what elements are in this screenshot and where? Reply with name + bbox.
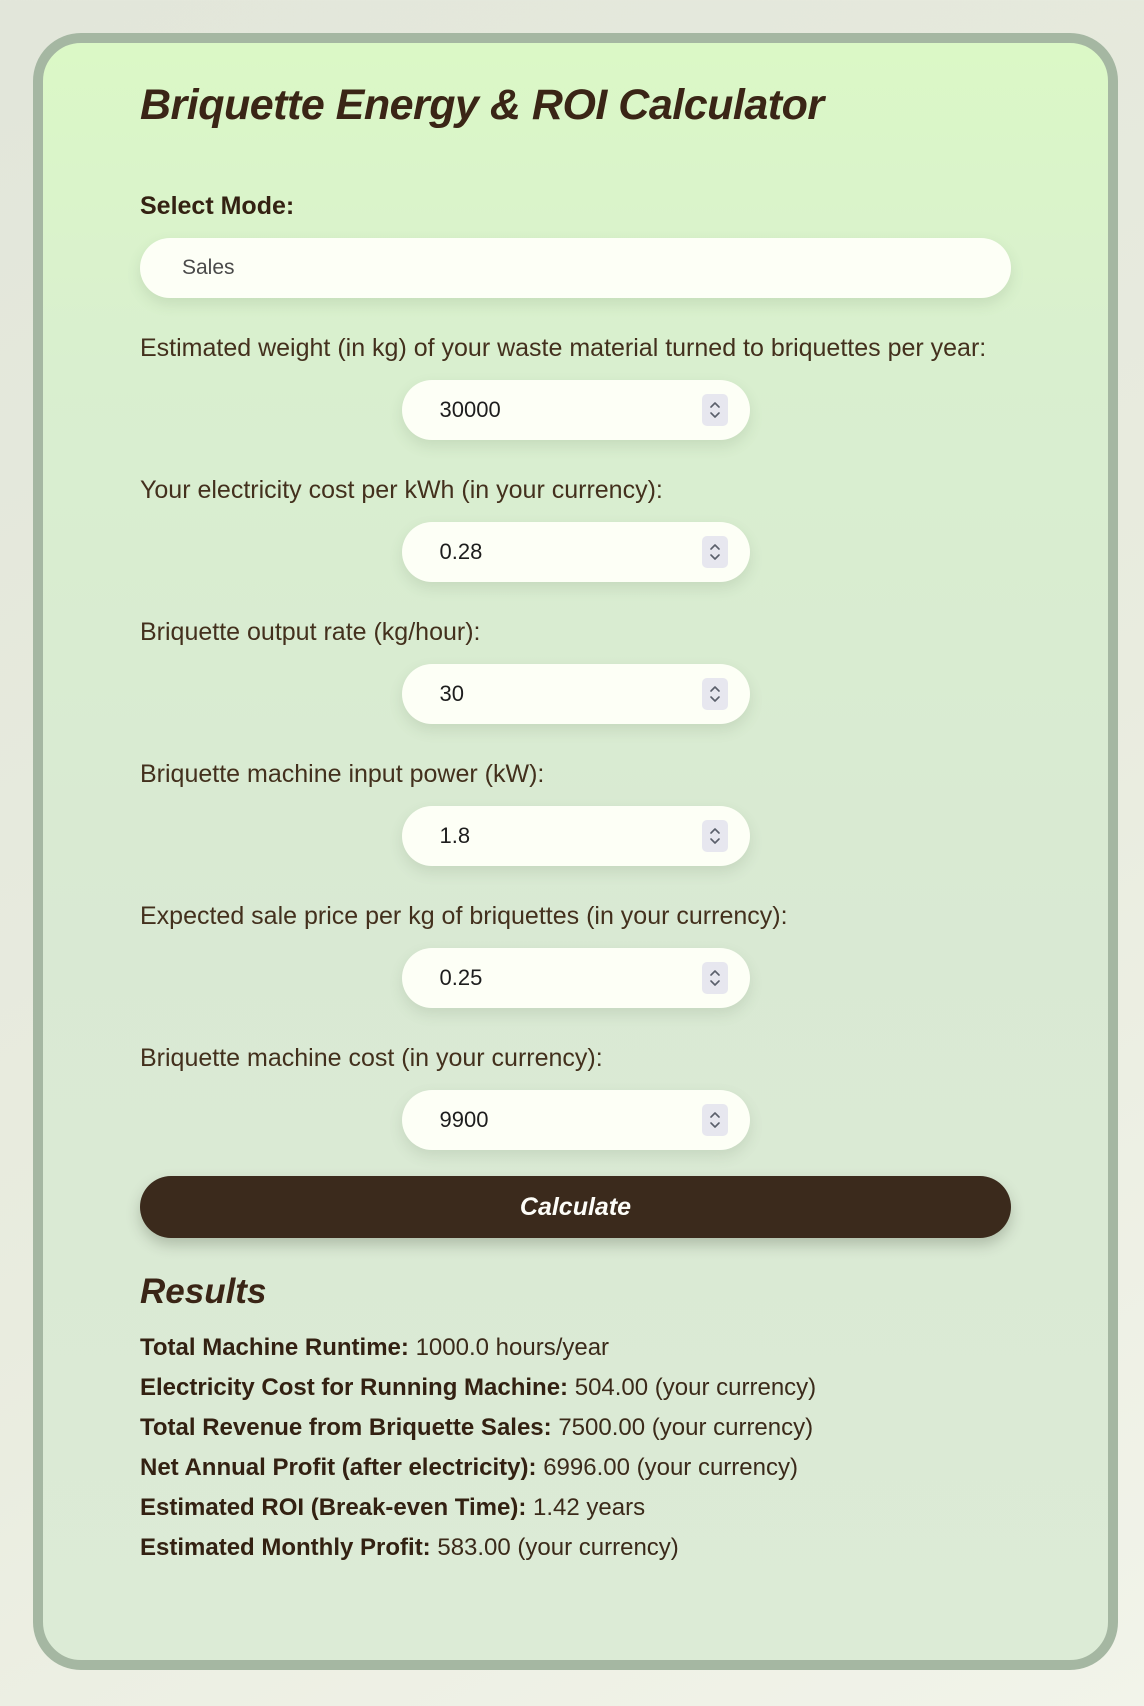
result-row-revenue: [140, 1408, 1011, 1448]
results-heading: Results: [140, 1272, 267, 1311]
spinner-up-icon[interactable]: [709, 827, 721, 835]
waste-weight-input[interactable]: [440, 397, 650, 423]
input-power-input[interactable]: [440, 823, 650, 849]
result-row-monthly-profit: [140, 1528, 1011, 1568]
spinner-down-icon[interactable]: [709, 695, 721, 703]
spinner-down-icon[interactable]: [709, 553, 721, 561]
electricity-cost-label: Your electricity cost per kWh (in your currency):: [140, 476, 663, 504]
spinner-down-icon[interactable]: [709, 1121, 721, 1129]
number-spinner[interactable]: [702, 1104, 728, 1136]
field-input-power: [140, 754, 1011, 866]
input-power-input-pill[interactable]: [402, 806, 750, 866]
result-value: 504.00 (your currency): [574, 1374, 817, 1401]
spinner-up-icon[interactable]: [709, 685, 721, 693]
sale-price-input[interactable]: [440, 965, 650, 991]
calculator-card: [33, 33, 1118, 1670]
result-value: 7500.00 (your currency): [558, 1414, 814, 1441]
number-spinner[interactable]: [702, 394, 728, 426]
sale-price-input-pill[interactable]: [402, 948, 750, 1008]
spinner-up-icon[interactable]: [709, 543, 721, 551]
result-row-electricity-cost: [140, 1368, 1011, 1408]
mode-select[interactable]: [140, 238, 1011, 298]
result-label: Electricity Cost for Running Machine:: [140, 1374, 569, 1401]
result-label: Total Revenue from Briquette Sales:: [140, 1414, 552, 1441]
field-electricity-cost: [140, 470, 1011, 582]
machine-cost-input-pill[interactable]: [402, 1090, 750, 1150]
electricity-cost-input[interactable]: [440, 539, 650, 565]
field-waste-weight: [140, 328, 1011, 440]
calculate-button[interactable]: Calculate: [140, 1176, 1011, 1238]
spinner-down-icon[interactable]: [709, 837, 721, 845]
output-rate-input-pill[interactable]: [402, 664, 750, 724]
result-label: Net Annual Profit (after electricity):: [140, 1454, 537, 1481]
result-row-roi: [140, 1488, 1011, 1528]
field-machine-cost: [140, 1038, 1011, 1150]
electricity-cost-input-pill[interactable]: [402, 522, 750, 582]
result-value: 1.42 years: [533, 1494, 646, 1521]
spinner-down-icon[interactable]: [709, 411, 721, 419]
output-rate-input[interactable]: [440, 681, 650, 707]
result-row-runtime: [140, 1328, 1011, 1368]
spinner-up-icon[interactable]: [709, 1111, 721, 1119]
page-title: Briquette Energy & ROI Calculator: [140, 81, 824, 129]
result-label: Estimated ROI (Break-even Time):: [140, 1494, 527, 1521]
number-spinner[interactable]: [702, 678, 728, 710]
sale-price-label: Expected sale price per kg of briquettes (in your currency):: [140, 902, 788, 930]
field-output-rate: [140, 612, 1011, 724]
result-value: 6996.00 (your currency): [543, 1454, 798, 1481]
machine-cost-input[interactable]: [440, 1107, 650, 1133]
result-label: Total Machine Runtime:: [140, 1334, 409, 1361]
result-row-net-profit: [140, 1448, 1011, 1488]
result-label: Estimated Monthly Profit:: [140, 1534, 431, 1561]
result-value: 583.00 (your currency): [437, 1534, 679, 1561]
waste-weight-input-pill[interactable]: [402, 380, 750, 440]
spinner-up-icon[interactable]: [709, 969, 721, 977]
field-sale-price: [140, 896, 1011, 1008]
number-spinner[interactable]: [702, 536, 728, 568]
results-list: [140, 1328, 1011, 1568]
mode-label: Select Mode:: [140, 192, 295, 220]
spinner-up-icon[interactable]: [709, 401, 721, 409]
machine-cost-label: Briquette machine cost (in your currency):: [140, 1044, 603, 1072]
waste-weight-label: Estimated weight (in kg) of your waste material turned to briquettes per year:: [140, 334, 987, 362]
input-power-label: Briquette machine input power (kW):: [140, 760, 545, 788]
number-spinner[interactable]: [702, 962, 728, 994]
output-rate-label: Briquette output rate (kg/hour):: [140, 618, 481, 646]
result-value: 1000.0 hours/year: [415, 1334, 610, 1361]
number-spinner[interactable]: [702, 820, 728, 852]
mode-select-value: Sales: [182, 256, 235, 279]
spinner-down-icon[interactable]: [709, 979, 721, 987]
